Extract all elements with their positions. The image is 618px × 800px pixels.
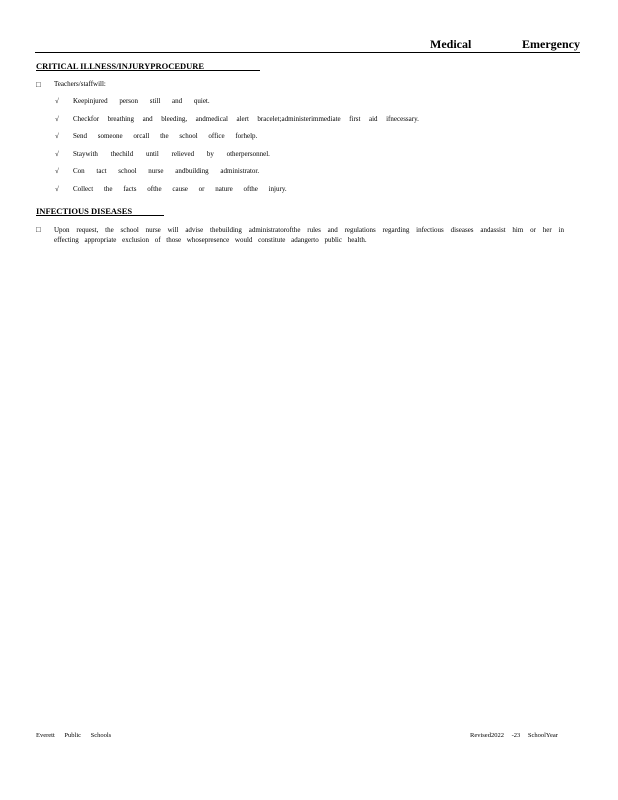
section1-heading-underline: [36, 70, 260, 71]
square-bullet-icon: □: [36, 80, 41, 89]
check-mark-icon: √: [55, 185, 59, 193]
page-title: [430, 37, 580, 52]
section-heading-critical-illness: CRITICAL ILLNESS/INJURYPROCEDURE: [36, 61, 205, 71]
list-item: Staywith thechild until relieved by otherpersonnel.: [73, 150, 270, 158]
list-item: Con tact school nurse andbuilding administrator.: [73, 167, 260, 175]
header-rule: [35, 52, 580, 53]
check-mark-icon: √: [55, 167, 59, 175]
check-mark-icon: √: [55, 115, 59, 123]
check-mark-icon: √: [55, 150, 59, 158]
check-mark-icon: √: [55, 97, 59, 105]
list-item: Checkfor breathing and bleeding, andmedical alert bracelet;administerimmediate first aid ifnecessary.: [73, 115, 419, 123]
section-heading-infectious-diseases: INFECTIOUS DISEASES: [36, 206, 133, 216]
page-title-part1: Medical: [430, 37, 472, 51]
page-title-part2: Emergency: [522, 37, 580, 51]
footer-revision: Revised2022 -23 SchoolYear: [470, 732, 558, 739]
footer-organization: Everett Public Schools: [36, 732, 112, 739]
check-mark-icon: √: [55, 132, 59, 140]
square-bullet-icon: □: [36, 225, 41, 234]
list-item: Keepinjured person still and quiet.: [73, 97, 210, 105]
section1-intro: Teachers/staffwill:: [54, 80, 106, 88]
list-item: Collect the facts ofthe cause or nature ofthe injury.: [73, 185, 287, 193]
section2-paragraph: Upon request, the school nurse will advise thebuilding administratorofthe rules and regulations regarding infectious diseases andassist him or her in effecting appropriate exclusion of those whosepresence would constitute adangerto public health.: [54, 226, 564, 244]
section2-heading-underline: [36, 215, 164, 216]
list-item: Send someone orcall the school office forhelp.: [73, 132, 258, 140]
